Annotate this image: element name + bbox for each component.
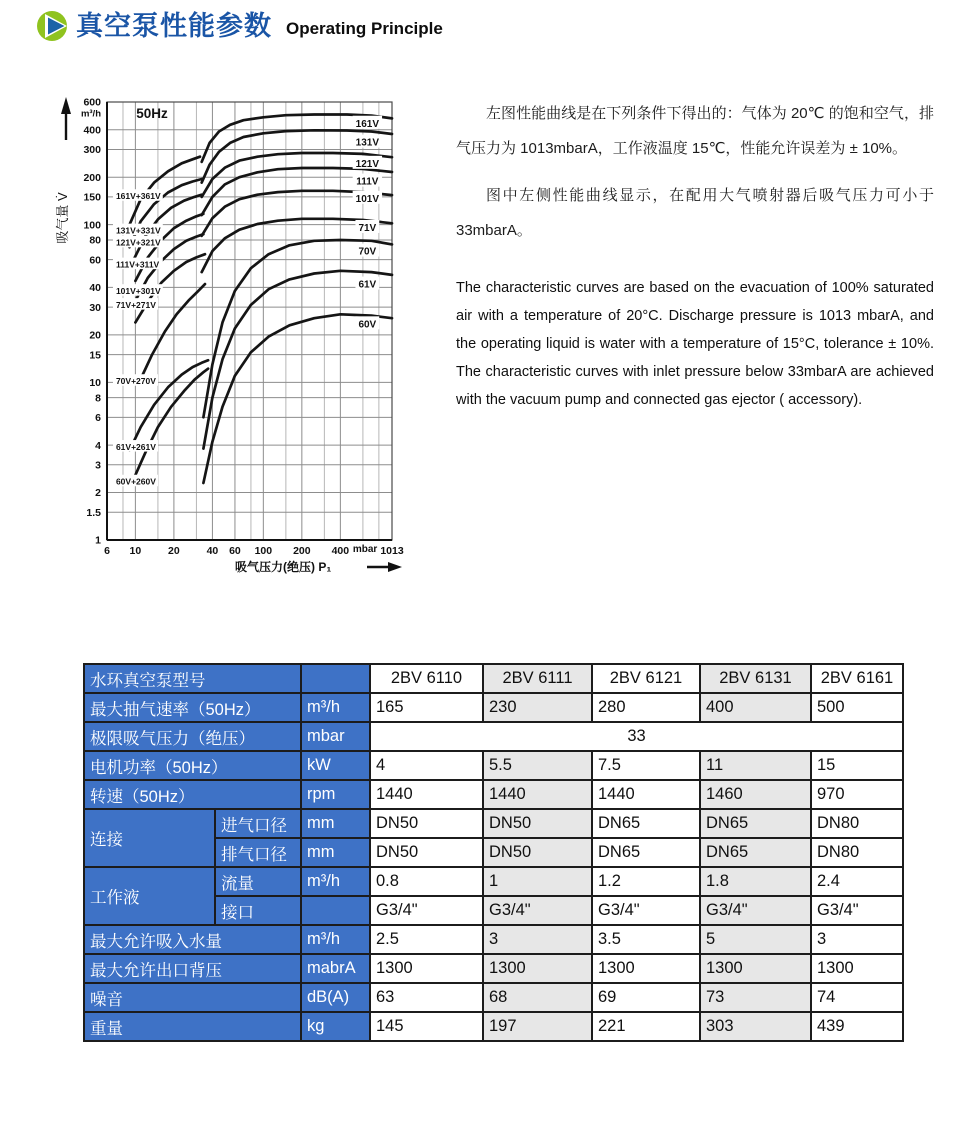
cell-value: 3.5	[592, 925, 700, 954]
cell-value: DN80	[811, 838, 903, 867]
curve-label-131V: 131V	[355, 137, 380, 149]
cell-value: G3/4"	[592, 896, 700, 925]
cell-value: 197	[483, 1012, 592, 1041]
cell-value: 1300	[700, 954, 811, 983]
cell-value: G3/4"	[483, 896, 592, 925]
x-tick-label: 40	[206, 545, 219, 557]
row-unit: kW	[301, 751, 370, 780]
row-unit: kg	[301, 1012, 370, 1041]
chart-title: 50Hz	[136, 106, 168, 121]
row-unit: dB(A)	[301, 983, 370, 1012]
row-label: 最大允许吸入水量	[84, 925, 301, 954]
row-unit: rpm	[301, 780, 370, 809]
cell-value: 69	[592, 983, 700, 1012]
row-unit: mabrA	[301, 954, 370, 983]
y-tick-label: 30	[89, 301, 101, 314]
row-label: 极限吸气压力（绝压）	[84, 722, 301, 751]
cell-value: 221	[592, 1012, 700, 1041]
table-row	[84, 867, 903, 896]
x-tick-label: 100	[254, 545, 273, 557]
row-label: 最大抽气速率（50Hz）	[84, 693, 301, 722]
x-tick-label: 6	[104, 545, 110, 557]
cell-value: 1300	[483, 954, 592, 983]
y-tick-label: 600	[83, 96, 101, 109]
row-sub-label: 进气口径	[215, 809, 301, 838]
model-header: 2BV 6110	[370, 664, 483, 693]
y-tick-label: 4	[95, 439, 101, 452]
y-tick-label: 15	[89, 349, 101, 362]
x-axis-title: 吸气压力(绝压) P₁	[235, 560, 332, 574]
cell-value: 1300	[370, 954, 483, 983]
notes-column	[456, 96, 934, 414]
row-group-label: 连接	[84, 809, 215, 867]
y-tick-label: 300	[83, 144, 101, 157]
cell-value: 230	[483, 693, 592, 722]
y-tick-label: 400	[83, 124, 101, 137]
spec-table	[83, 663, 904, 1042]
table-row	[84, 954, 903, 983]
cell-value: 5	[700, 925, 811, 954]
curve-label-121V+321V: 121V+321V	[115, 237, 161, 248]
cell-value: 7.5	[592, 751, 700, 780]
y-tick-label: 2	[95, 487, 101, 500]
cell-value: 68	[483, 983, 592, 1012]
cell-value: DN65	[592, 838, 700, 867]
row-sub-label: 接口	[215, 896, 301, 925]
cell-value: 2.4	[811, 867, 903, 896]
x-axis-arrowhead	[388, 562, 402, 572]
model-header: 2BV 6161	[811, 664, 903, 693]
cell-value: 439	[811, 1012, 903, 1041]
y-tick-label: 100	[83, 219, 101, 232]
row-unit: m³/h	[301, 867, 370, 896]
curve-label-60V+260V: 60V+260V	[115, 476, 156, 487]
x-tick-label: 400	[331, 545, 350, 557]
curve-label-101V: 101V	[355, 193, 380, 205]
x-tick-label: 20	[168, 545, 180, 557]
performance-chart-svg	[50, 88, 450, 588]
cell-value: 11	[700, 751, 811, 780]
x-tick-label: 60	[229, 545, 241, 557]
cell-value: 0.8	[370, 867, 483, 896]
cell-value: 145	[370, 1012, 483, 1041]
cell-value: 4	[370, 751, 483, 780]
model-header: 2BV 6111	[483, 664, 592, 693]
curve-label-60V: 60V	[358, 319, 377, 331]
cell-value: 1460	[700, 780, 811, 809]
y-tick-label: 40	[89, 282, 101, 295]
cell-value: DN50	[483, 838, 592, 867]
y-tick-label: 150	[83, 191, 101, 204]
curve-label-70V+270V: 70V+270V	[115, 376, 156, 387]
cell-value: 3	[811, 925, 903, 954]
cell-value: 500	[811, 693, 903, 722]
cell-value: 73	[700, 983, 811, 1012]
row-unit: m³/h	[301, 925, 370, 954]
table-row	[84, 809, 903, 838]
curve-label-70V: 70V	[358, 246, 377, 258]
row-sub-label: 流量	[215, 867, 301, 896]
curve-label-161V+361V: 161V+361V	[115, 191, 161, 202]
y-tick-label: 3	[95, 459, 101, 472]
curve-label-61V+261V: 61V+261V	[115, 441, 156, 452]
curve-label-131V+331V: 131V+331V	[115, 225, 161, 236]
cell-value: 74	[811, 983, 903, 1012]
cell-value: 1300	[811, 954, 903, 983]
cell-value: DN50	[370, 809, 483, 838]
cell-value: 280	[592, 693, 700, 722]
row-label: 噪音	[84, 983, 301, 1012]
cell-value: DN50	[483, 809, 592, 838]
cell-value: DN50	[370, 838, 483, 867]
x-tick-label: 10	[129, 545, 142, 557]
row-unit: mm	[301, 838, 370, 867]
y-tick-label: 60	[89, 254, 101, 267]
x-unit-label: mbar	[352, 544, 378, 555]
cell-value: 1440	[370, 780, 483, 809]
cell-merged-value: 33	[370, 722, 903, 751]
y-tick-label: 1	[95, 534, 101, 547]
row-label: 电机功率（50Hz）	[84, 751, 301, 780]
curve-label-101V+301V: 101V+301V	[115, 285, 161, 296]
table-row	[84, 1012, 903, 1041]
cell-value: DN80	[811, 809, 903, 838]
cell-value: 15	[811, 751, 903, 780]
page-subtitle: Operating Principle	[286, 19, 443, 38]
cell-value: 400	[700, 693, 811, 722]
cell-value: G3/4"	[700, 896, 811, 925]
row-label: 转速（50Hz）	[84, 780, 301, 809]
cell-value: 1440	[592, 780, 700, 809]
curve-label-111V+311V: 111V+311V	[115, 259, 160, 270]
table-row	[84, 983, 903, 1012]
row-unit	[301, 896, 370, 925]
y-tick-label: 10	[89, 377, 101, 390]
x-tick-label: 200	[293, 545, 311, 557]
curve-label-111V: 111V	[356, 176, 379, 188]
row-unit: m³/h	[301, 693, 370, 722]
curve-label-61V: 61V	[358, 279, 377, 291]
cell-value: G3/4"	[370, 896, 483, 925]
x-max-label: 1013	[380, 545, 404, 557]
model-header: 2BV 6121	[592, 664, 700, 693]
y-unit-label: m³/h	[80, 108, 101, 120]
cell-value: 1.8	[700, 867, 811, 896]
table-row	[84, 722, 903, 751]
cell-value: 3	[483, 925, 592, 954]
page-title: 真空泵性能参数	[76, 11, 272, 41]
cell-value: 970	[811, 780, 903, 809]
cell-value: 5.5	[483, 751, 592, 780]
page-header	[36, 8, 443, 44]
note-en: The characteristic curves are based on the evacuation of 100% saturated air with a temperature of 20°C. Discharge pressure is 1013 mbarA, and the operating liquid is water with a temperature of 15°C, tolerance ± 10%. The characteristic curves with inlet pressure below 33mbarA are achieved with the vacuum pump and connected gas ejector ( accessory).	[456, 280, 934, 408]
cell-value: 63	[370, 983, 483, 1012]
note-zh-ejector: 图中左侧性能曲线显示，在配用大气喷射器后吸气压力可小于 33mbarA。	[456, 187, 934, 239]
spec-table-wrap	[83, 663, 904, 1042]
y-axis-title: 吸气量 V̇	[55, 192, 70, 244]
performance-chart	[50, 88, 450, 588]
y-axis-arrowhead	[61, 97, 71, 114]
table-header-row	[84, 664, 903, 693]
y-tick-label: 200	[83, 171, 101, 184]
y-tick-label: 1.5	[86, 506, 101, 519]
y-tick-label: 20	[89, 329, 101, 342]
curve-label-161V: 161V	[355, 118, 380, 130]
curve-label-121V: 121V	[355, 158, 380, 170]
table-header-label: 水环真空泵型号	[84, 664, 301, 693]
cell-value: 1300	[592, 954, 700, 983]
cell-value: 303	[700, 1012, 811, 1041]
cell-value: 2.5	[370, 925, 483, 954]
row-group-label: 工作液	[84, 867, 215, 925]
cell-value: G3/4"	[811, 896, 903, 925]
y-tick-label: 8	[95, 392, 101, 405]
note-zh-conditions: 左图性能曲线是在下列条件下得出的：气体为 20℃ 的饱和空气，排气压力为 1013mbarA，工作液温度 15℃，性能允许误差为 ± 10%。	[456, 105, 934, 157]
play-icon	[36, 9, 70, 43]
row-label: 重量	[84, 1012, 301, 1041]
row-sub-label: 排气口径	[215, 838, 301, 867]
cell-value: 1440	[483, 780, 592, 809]
row-unit: mbar	[301, 722, 370, 751]
cell-value: DN65	[700, 809, 811, 838]
cell-value: 1	[483, 867, 592, 896]
curve-label-71V+271V: 71V+271V	[115, 299, 156, 310]
cell-value: 1.2	[592, 867, 700, 896]
y-tick-label: 80	[89, 234, 101, 247]
curve-label-71V: 71V	[358, 223, 377, 235]
table-row	[84, 780, 903, 809]
table-header-unit	[301, 664, 370, 693]
cell-value: 165	[370, 693, 483, 722]
cell-value: DN65	[700, 838, 811, 867]
table-row	[84, 693, 903, 722]
table-row	[84, 751, 903, 780]
y-tick-label: 6	[95, 412, 101, 425]
cell-value: DN65	[592, 809, 700, 838]
model-header: 2BV 6131	[700, 664, 811, 693]
table-row	[84, 925, 903, 954]
row-label: 最大允许出口背压	[84, 954, 301, 983]
row-unit: mm	[301, 809, 370, 838]
